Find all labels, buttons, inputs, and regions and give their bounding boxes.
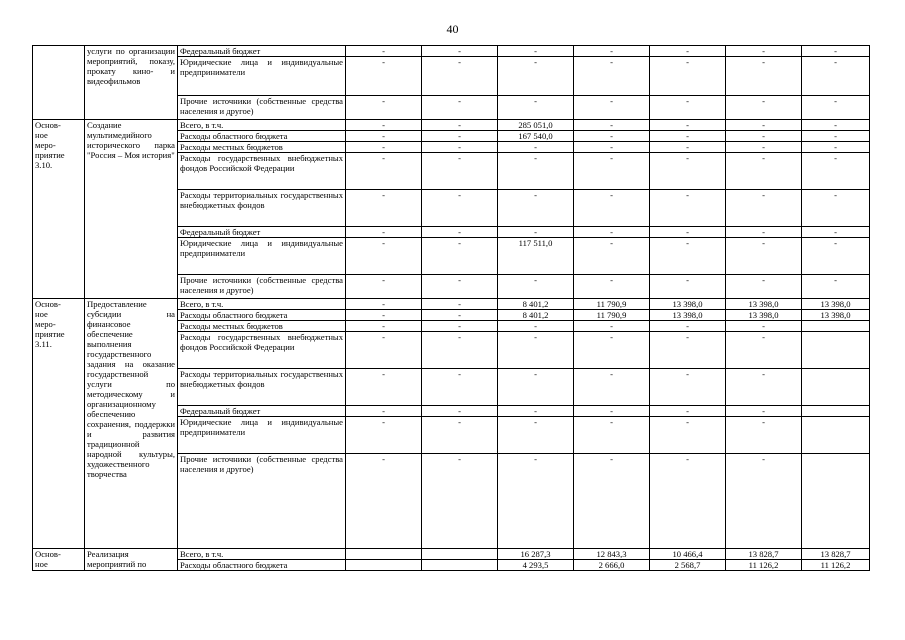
value-cell: 13 828,7 [726,549,802,560]
value-cell: - [802,120,870,131]
value-cell: - [498,153,574,190]
value-cell: 16 287,3 [498,549,574,560]
page-number: 40 [446,22,459,36]
value-cell: - [422,299,498,310]
value-cell: - [422,321,498,332]
value-cell: - [498,321,574,332]
value-cell: - [346,369,422,406]
value-cell [422,560,498,571]
value-cell: - [726,57,802,96]
value-cell: - [802,131,870,142]
value-cell: - [346,227,422,238]
value-cell: - [346,57,422,96]
funding-source: Расходы областного бюджета [178,310,346,321]
value-cell: - [726,153,802,190]
value-cell: - [574,96,650,120]
activity-code [33,46,85,120]
value-cell: - [574,332,650,369]
value-cell: 13 398,0 [650,310,726,321]
value-cell: - [802,275,870,299]
value-cell: - [346,120,422,131]
funding-source: Расходы областного бюджета [178,560,346,571]
value-cell: - [726,332,802,369]
value-cell: 11 126,2 [802,560,870,571]
value-cell: - [422,131,498,142]
value-cell [802,454,870,549]
value-cell: 4 293,5 [498,560,574,571]
value-cell: - [422,369,498,406]
value-cell: - [422,417,498,454]
value-cell: - [422,227,498,238]
value-cell: - [498,190,574,227]
value-cell: - [346,299,422,310]
funding-source: Расходы территориальных государственных внебюджетных фондов [178,190,346,227]
value-cell: - [422,57,498,96]
value-cell: - [498,57,574,96]
value-cell: - [726,406,802,417]
value-cell: - [650,46,726,57]
funding-source: Юридические лица и индивидуальные предприниматели [178,57,346,96]
table-row [33,299,870,310]
value-cell [422,549,498,560]
value-cell: - [574,227,650,238]
value-cell: - [726,321,802,332]
value-cell: - [346,275,422,299]
funding-source: Прочие источники (собственные средства населения и другое) [178,454,346,549]
value-cell: - [422,96,498,120]
value-cell: - [346,454,422,549]
value-cell: - [346,321,422,332]
funding-source: Расходы государственных внебюджетных фондов Российской Федерации [178,153,346,190]
value-cell: - [802,238,870,275]
value-cell: 11 790,9 [574,299,650,310]
value-cell: 13 828,7 [802,549,870,560]
value-cell [802,417,870,454]
value-cell: - [346,238,422,275]
value-cell: - [726,131,802,142]
value-cell: - [726,96,802,120]
value-cell: 117 511,0 [498,238,574,275]
value-cell: - [574,120,650,131]
value-cell: - [574,238,650,275]
funding-source: Всего, в т.ч. [178,299,346,310]
value-cell: 2 666,0 [574,560,650,571]
value-cell: - [574,153,650,190]
value-cell: - [574,131,650,142]
value-cell [802,321,870,332]
value-cell: - [422,238,498,275]
value-cell: - [422,120,498,131]
value-cell: - [498,46,574,57]
activity-name: услуги по организации мероприятий, показу, прокату кино- и видеофильмов [85,46,178,120]
value-cell: - [650,238,726,275]
funding-source: Всего, в т.ч. [178,120,346,131]
value-cell: - [726,454,802,549]
value-cell: - [422,332,498,369]
value-cell: - [498,406,574,417]
value-cell: 13 398,0 [650,299,726,310]
value-cell: - [650,417,726,454]
value-cell: 13 398,0 [802,299,870,310]
activity-code: Основ- ное меро- приятие 3.11. [33,299,85,549]
value-cell: 13 398,0 [802,310,870,321]
value-cell: - [422,190,498,227]
value-cell: - [650,131,726,142]
table-row [33,120,870,131]
value-cell: - [650,153,726,190]
value-cell: - [422,406,498,417]
value-cell: 8 401,2 [498,299,574,310]
value-cell: - [726,417,802,454]
value-cell: - [498,454,574,549]
value-cell [346,560,422,571]
funding-source: Федеральный бюджет [178,227,346,238]
value-cell: - [574,190,650,227]
funding-source: Прочие источники (собственные средства населения и другое) [178,96,346,120]
funding-source: Юридические лица и индивидуальные предприниматели [178,417,346,454]
value-cell: 13 398,0 [726,299,802,310]
value-cell: - [726,120,802,131]
value-cell: - [346,142,422,153]
value-cell: - [498,417,574,454]
value-cell: - [346,190,422,227]
value-cell: - [422,46,498,57]
value-cell: - [422,454,498,549]
funding-source: Расходы территориальных государственных внебюджетных фондов [178,369,346,406]
value-cell [802,369,870,406]
value-cell: - [574,406,650,417]
value-cell: - [346,153,422,190]
value-cell: - [422,275,498,299]
value-cell: - [422,153,498,190]
value-cell: - [574,454,650,549]
value-cell: - [726,142,802,153]
value-cell: 13 398,0 [726,310,802,321]
value-cell: - [802,227,870,238]
value-cell: - [650,406,726,417]
value-cell: 10 466,4 [650,549,726,560]
value-cell: - [650,321,726,332]
value-cell: 2 568,7 [650,560,726,571]
value-cell: - [726,190,802,227]
activity-code: Основ- ное [33,549,85,571]
value-cell: - [726,275,802,299]
value-cell: - [650,57,726,96]
value-cell: 12 843,3 [574,549,650,560]
value-cell: - [498,142,574,153]
value-cell: - [498,96,574,120]
value-cell: - [346,131,422,142]
value-cell: - [650,190,726,227]
value-cell [346,549,422,560]
value-cell: - [726,46,802,57]
table-row [33,549,870,560]
funding-source: Расходы местных бюджетов [178,142,346,153]
value-cell: - [498,227,574,238]
value-cell: - [346,406,422,417]
value-cell: - [574,275,650,299]
activity-code: Основ- ное меро- приятие 3.10. [33,120,85,299]
value-cell: - [802,142,870,153]
activity-name: Реализация мероприятий по [85,549,178,571]
value-cell: - [422,310,498,321]
value-cell: - [422,142,498,153]
value-cell: - [346,96,422,120]
value-cell: - [650,120,726,131]
activity-name: Предоставление субсидии на финансовое обеспечение выполнения государственного задания на оказание государственной услуги по методическому и организационному обеспечению сохранения, поддержки и развития традиционной народной культуры, художественного творчества [85,299,178,549]
funding-source: Юридические лица и индивидуальные предприниматели [178,238,346,275]
value-cell: - [574,321,650,332]
funding-source: Расходы областного бюджета [178,131,346,142]
value-cell: - [346,417,422,454]
value-cell: - [346,46,422,57]
value-cell: - [498,332,574,369]
funding-source: Расходы местных бюджетов [178,321,346,332]
value-cell: - [802,96,870,120]
funding-source: Прочие источники (собственные средства населения и другое) [178,275,346,299]
value-cell: - [574,57,650,96]
value-cell: - [802,153,870,190]
value-cell: - [574,142,650,153]
value-cell: - [802,57,870,96]
budget-table [32,45,870,571]
value-cell: 11 126,2 [726,560,802,571]
funding-source: Федеральный бюджет [178,46,346,57]
funding-source: Расходы государственных внебюджетных фондов Российской Федерации [178,332,346,369]
value-cell: - [650,332,726,369]
value-cell: - [650,454,726,549]
value-cell: 285 051,0 [498,120,574,131]
value-cell: - [498,369,574,406]
value-cell: - [346,310,422,321]
value-cell: - [650,275,726,299]
value-cell: - [726,369,802,406]
value-cell: - [574,417,650,454]
value-cell: 167 540,0 [498,131,574,142]
value-cell [802,406,870,417]
value-cell: 8 401,2 [498,310,574,321]
funding-source: Всего, в т.ч. [178,549,346,560]
value-cell: - [574,369,650,406]
table-row [33,46,870,57]
value-cell [802,332,870,369]
value-cell: - [650,369,726,406]
value-cell: - [726,238,802,275]
value-cell: - [650,227,726,238]
value-cell: - [650,96,726,120]
value-cell: - [346,332,422,369]
value-cell: - [498,275,574,299]
value-cell: 11 790,9 [574,310,650,321]
value-cell: - [726,227,802,238]
value-cell: - [802,46,870,57]
value-cell: - [574,46,650,57]
funding-source: Федеральный бюджет [178,406,346,417]
value-cell: - [802,190,870,227]
activity-name: Создание мультимедийного исторического парка "Россия – Моя история" [85,120,178,299]
value-cell: - [650,142,726,153]
